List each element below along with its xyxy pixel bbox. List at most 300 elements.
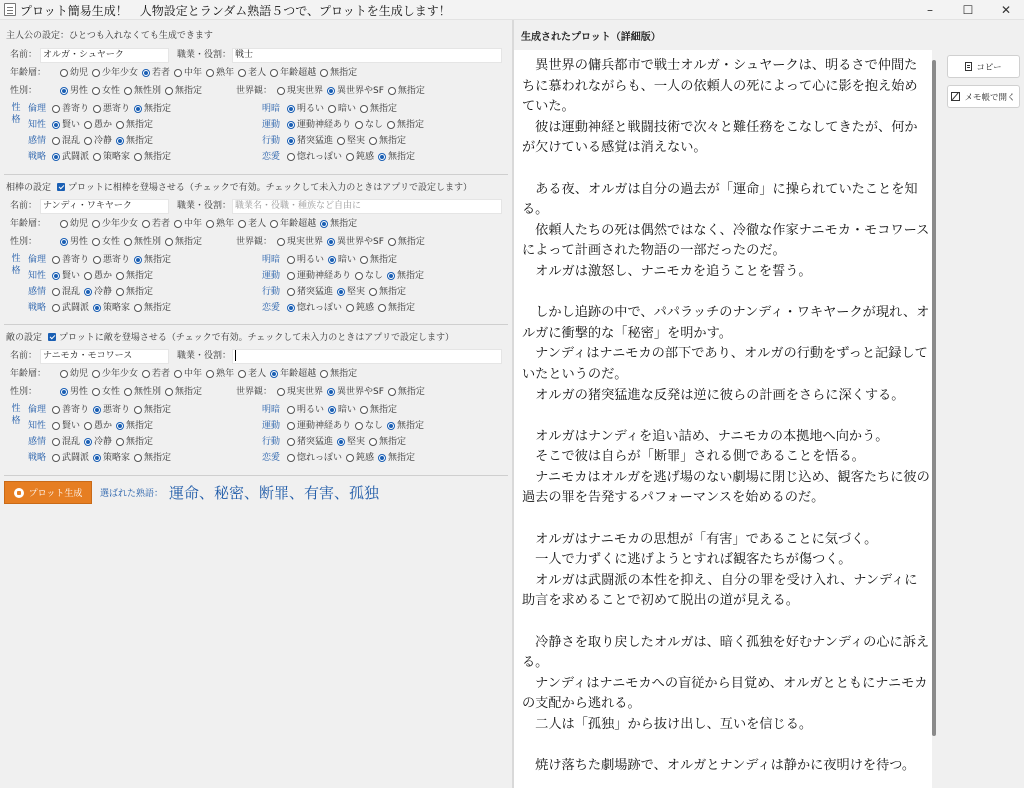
radio-button[interactable]	[287, 153, 295, 161]
partner-enable-checkbox[interactable]	[57, 183, 65, 191]
partner-senryaku-option[interactable]	[93, 301, 130, 315]
trait-label: 戦略	[28, 453, 47, 463]
radio-label: 善寄り	[62, 405, 90, 415]
radio-label: 幼児	[70, 369, 89, 379]
enemy-age-option[interactable]	[206, 367, 234, 381]
enemy-kodo-option[interactable]	[337, 435, 365, 449]
protagonist-chisei-option[interactable]	[84, 118, 112, 132]
radio-button[interactable]	[134, 105, 142, 113]
close-button[interactable]: ✕	[1000, 3, 1012, 17]
enemy-undo-option[interactable]	[355, 419, 383, 433]
radio-button[interactable]	[328, 256, 336, 264]
partner-rinri-option[interactable]	[93, 253, 130, 267]
generate-plot-button[interactable]: プロット生成	[4, 481, 92, 504]
radio-button[interactable]	[287, 406, 295, 414]
radio-button[interactable]	[52, 288, 60, 296]
protagonist-meian-option[interactable]	[328, 102, 356, 116]
name-label: 名前：	[10, 201, 38, 211]
radio-button[interactable]	[52, 137, 60, 145]
trait-label: 運動	[262, 120, 281, 130]
partner-senryaku-option[interactable]	[134, 301, 171, 315]
minimize-button[interactable]: –	[927, 3, 933, 17]
partner-age-option[interactable]	[174, 217, 202, 231]
age-label: 年齢層：	[10, 369, 47, 379]
radio-label: 無指定	[126, 120, 154, 130]
partner-age-option[interactable]	[142, 217, 170, 231]
copy-button[interactable]: コピー	[947, 55, 1020, 78]
radio-label: 愚か	[94, 120, 113, 130]
protagonist-kanjo-option[interactable]	[84, 134, 112, 148]
radio-label: 少年少女	[102, 219, 139, 229]
enemy-age-option[interactable]	[142, 367, 170, 381]
partner-kanjo-option[interactable]	[52, 285, 80, 299]
radio-button[interactable]	[84, 288, 92, 296]
protagonist-renai-option[interactable]	[346, 150, 374, 164]
radio-button[interactable]	[165, 388, 173, 396]
radio-button[interactable]	[355, 121, 363, 129]
plot-paragraph	[522, 509, 930, 530]
partner-senryaku-option[interactable]	[52, 301, 89, 315]
radio-label: 悪寄り	[103, 405, 131, 415]
protagonist-age-option[interactable]	[320, 66, 357, 80]
enemy-world-option[interactable]	[277, 385, 323, 399]
radio-button[interactable]	[93, 153, 101, 161]
radio-label: 無指定	[388, 303, 416, 313]
protagonist-renai-radio-group	[287, 150, 415, 164]
enemy-chisei-option[interactable]	[84, 419, 112, 433]
radio-button[interactable]	[165, 238, 173, 246]
enemy-renai-option[interactable]	[287, 451, 342, 465]
radio-button[interactable]	[287, 304, 295, 312]
radio-button[interactable]	[378, 304, 386, 312]
plot-textbox[interactable]	[514, 50, 932, 788]
radio-button[interactable]	[124, 87, 132, 95]
protagonist-age-option[interactable]	[206, 66, 234, 80]
partner-undo-option[interactable]	[387, 269, 424, 283]
radio-button[interactable]	[360, 256, 368, 264]
radio-button[interactable]	[134, 153, 142, 161]
partner-checkbox-label: プロットに相棒を登場させる（チェックで有効。チェックして未入力のときはアプリで設定します）	[68, 183, 472, 193]
trait-label: 恋愛	[262, 303, 281, 313]
radio-button[interactable]	[84, 438, 92, 446]
partner-world-option[interactable]	[327, 235, 384, 249]
enemy-renai-option[interactable]	[378, 451, 415, 465]
partner-rinri-option[interactable]	[52, 253, 89, 267]
radio-button[interactable]	[52, 422, 60, 430]
protagonist-age-option[interactable]	[174, 66, 202, 80]
radio-button[interactable]	[206, 69, 214, 77]
radio-button[interactable]	[277, 238, 285, 246]
enemy-gender-option[interactable]	[60, 385, 88, 399]
radio-button[interactable]	[320, 220, 328, 228]
radio-label: 無性別	[134, 387, 162, 397]
enemy-chisei-option[interactable]	[52, 419, 80, 433]
radio-label: 無性別	[134, 86, 162, 96]
radio-button[interactable]	[116, 288, 124, 296]
protagonist-age-option[interactable]	[270, 66, 316, 80]
radio-button[interactable]	[93, 406, 101, 414]
radio-label: 現実世界	[287, 387, 324, 397]
radio-label: 無指定	[330, 219, 358, 229]
protagonist-senryaku-radio-group	[52, 150, 171, 164]
radio-label: 猪突猛進	[297, 136, 334, 146]
protagonist-age-option[interactable]	[92, 66, 138, 80]
radio-button[interactable]	[60, 220, 68, 228]
open-notepad-button[interactable]: メモ帳で開く	[947, 85, 1020, 108]
radio-label: 無指定	[126, 421, 154, 431]
radio-button[interactable]	[360, 105, 368, 113]
partner-meian-option[interactable]	[360, 253, 397, 267]
enemy-age-option[interactable]	[60, 367, 88, 381]
radio-button[interactable]	[92, 87, 100, 95]
trait-label: 戦略	[28, 303, 47, 313]
radio-button[interactable]	[60, 388, 68, 396]
radio-label: 無指定	[144, 104, 172, 114]
protagonist-rinri-option[interactable]	[134, 102, 171, 116]
enemy-enable-checkbox[interactable]	[48, 333, 56, 341]
plot-paragraph: 異世界の傭兵都市で戦士オルガ・シュヤークは、明るさで仲間たちに慕われながらも、一人の依頼人の死によって心に影を抱え始めていた。	[522, 58, 918, 115]
radio-button[interactable]	[116, 272, 124, 280]
radio-button[interactable]	[387, 422, 395, 430]
partner-kanjo-option[interactable]	[84, 285, 112, 299]
radio-button[interactable]	[52, 121, 60, 129]
radio-button[interactable]	[287, 438, 295, 446]
radio-button[interactable]	[287, 256, 295, 264]
protagonist-gender-option[interactable]	[124, 84, 161, 98]
protagonist-senryaku-option[interactable]	[52, 150, 89, 164]
partner-job-input[interactable]: 職業名・役職・種族など自由に	[232, 199, 502, 214]
radio-button[interactable]	[116, 121, 124, 129]
radio-button[interactable]	[52, 438, 60, 446]
radio-button[interactable]	[52, 105, 60, 113]
enemy-rinri-option[interactable]	[134, 403, 171, 417]
radio-label: 明るい	[297, 405, 325, 415]
radio-button[interactable]	[142, 220, 150, 228]
protagonist-gender-option[interactable]	[92, 84, 120, 98]
enemy-gender-option[interactable]	[124, 385, 161, 399]
radio-label: 冷静	[94, 136, 113, 146]
radio-button[interactable]	[287, 137, 295, 145]
radio-button[interactable]	[388, 87, 396, 95]
plot-paragraph: 焼け落ちた劇場跡で、オルガとナンディは静かに夜明けを待つ。	[522, 758, 916, 774]
partner-gender-option[interactable]	[124, 235, 161, 249]
protagonist-kodo-option[interactable]	[337, 134, 365, 148]
radio-button[interactable]	[270, 220, 278, 228]
protagonist-gender-option[interactable]	[165, 84, 202, 98]
protagonist-world-option[interactable]	[327, 84, 384, 98]
protagonist-meian-option[interactable]	[360, 102, 397, 116]
protagonist-kanjo-option[interactable]	[116, 134, 153, 148]
radio-button[interactable]	[328, 105, 336, 113]
radio-label: 無指定	[144, 152, 172, 162]
radio-button[interactable]	[134, 304, 142, 312]
protagonist-rinri-option[interactable]	[52, 102, 89, 116]
radio-button[interactable]	[142, 370, 150, 378]
radio-button[interactable]	[327, 238, 335, 246]
enemy-rinri-option[interactable]	[52, 403, 89, 417]
radio-label: 暗い	[338, 104, 357, 114]
protagonist-renai-option[interactable]	[378, 150, 415, 164]
enemy-senryaku-option[interactable]	[52, 451, 89, 465]
protagonist-job-input[interactable]: 戦士	[232, 48, 502, 63]
radio-button[interactable]	[346, 304, 354, 312]
enemy-senryaku-option[interactable]	[93, 451, 130, 465]
trait-label: 倫理	[28, 104, 47, 114]
radio-button[interactable]	[52, 406, 60, 414]
radio-button[interactable]	[388, 238, 396, 246]
radio-label: 年齢超越	[280, 68, 317, 78]
partner-age-option[interactable]	[238, 217, 266, 231]
partner-renai-option[interactable]	[346, 301, 374, 315]
enemy-world-option[interactable]	[327, 385, 384, 399]
protagonist-senryaku-option[interactable]	[93, 150, 130, 164]
radio-button[interactable]	[388, 388, 396, 396]
enemy-senryaku-option[interactable]	[134, 451, 171, 465]
partner-undo-option[interactable]	[287, 269, 351, 283]
protagonist-age-option[interactable]	[142, 66, 170, 80]
radio-button[interactable]	[165, 87, 173, 95]
radio-button[interactable]	[142, 69, 150, 77]
partner-kanjo-option[interactable]	[116, 285, 153, 299]
radio-button[interactable]	[369, 438, 377, 446]
radio-button[interactable]	[174, 220, 182, 228]
radio-button[interactable]	[60, 87, 68, 95]
partner-meian-option[interactable]	[287, 253, 324, 267]
partner-gender-option[interactable]	[92, 235, 120, 249]
partner-meian-option[interactable]	[328, 253, 356, 267]
radio-button[interactable]	[52, 454, 60, 462]
protagonist-meian-option[interactable]	[287, 102, 324, 116]
radio-button[interactable]	[116, 438, 124, 446]
partner-name-input[interactable]: ナンディ・ワキヤーク	[40, 199, 169, 214]
protagonist-world-radio-group	[277, 84, 425, 98]
radio-button[interactable]	[93, 256, 101, 264]
radio-button[interactable]	[238, 370, 246, 378]
radio-button[interactable]	[387, 121, 395, 129]
radio-button[interactable]	[52, 272, 60, 280]
partner-age-option[interactable]	[270, 217, 316, 231]
partner-age-option[interactable]	[320, 217, 357, 231]
radio-label: 男性	[70, 86, 89, 96]
enemy-age-option[interactable]	[270, 367, 316, 381]
radio-button[interactable]	[378, 153, 386, 161]
radio-button[interactable]	[93, 304, 101, 312]
enemy-world-option[interactable]	[388, 385, 425, 399]
radio-button[interactable]	[320, 69, 328, 77]
radio-button[interactable]	[124, 388, 132, 396]
radio-button[interactable]	[337, 288, 345, 296]
radio-button[interactable]	[124, 238, 132, 246]
radio-button[interactable]	[277, 87, 285, 95]
partner-rinri-option[interactable]	[134, 253, 171, 267]
enemy-kanjo-option[interactable]	[52, 435, 80, 449]
radio-button[interactable]	[134, 406, 142, 414]
partner-chisei-option[interactable]	[84, 269, 112, 283]
enemy-age-option[interactable]	[92, 367, 138, 381]
radio-button[interactable]	[287, 121, 295, 129]
enemy-rinri-option[interactable]	[93, 403, 130, 417]
radio-button[interactable]	[287, 454, 295, 462]
enemy-kanjo-option[interactable]	[116, 435, 153, 449]
protagonist-undo-option[interactable]	[355, 118, 383, 132]
radio-button[interactable]	[378, 454, 386, 462]
radio-label: 若者	[152, 369, 171, 379]
maximize-button[interactable]: ☐	[962, 3, 974, 17]
protagonist-renai-option[interactable]	[287, 150, 342, 164]
radio-button[interactable]	[238, 69, 246, 77]
radio-button[interactable]	[92, 69, 100, 77]
radio-button[interactable]	[206, 220, 214, 228]
radio-button[interactable]	[369, 288, 377, 296]
enemy-chisei-option[interactable]	[116, 419, 153, 433]
partner-chisei-radio-group	[52, 269, 153, 283]
radio-button[interactable]	[134, 256, 142, 264]
partner-age-option[interactable]	[92, 217, 138, 231]
protagonist-age-option[interactable]	[238, 66, 266, 80]
partner-gender-option[interactable]	[60, 235, 88, 249]
partner-world-option[interactable]	[388, 235, 425, 249]
enemy-meian-option[interactable]	[328, 403, 356, 417]
protagonist-name-input[interactable]: オルガ・シュヤーク	[40, 48, 169, 63]
radio-label: 堅実	[347, 136, 366, 146]
protagonist-kodo-option[interactable]	[369, 134, 406, 148]
partner-renai-option[interactable]	[287, 301, 342, 315]
radio-button[interactable]	[355, 272, 363, 280]
radio-button[interactable]	[92, 238, 100, 246]
radio-button[interactable]	[320, 370, 328, 378]
enemy-kanjo-option[interactable]	[84, 435, 112, 449]
radio-button[interactable]	[346, 153, 354, 161]
settings-panel	[0, 20, 512, 788]
radio-button[interactable]	[387, 272, 395, 280]
gender-label: 性別：	[10, 86, 38, 96]
radio-button[interactable]	[174, 69, 182, 77]
partner-age-option[interactable]	[206, 217, 234, 231]
radio-button[interactable]	[52, 256, 60, 264]
radio-button[interactable]	[206, 370, 214, 378]
plot-scrollbar[interactable]	[932, 60, 936, 736]
radio-button[interactable]	[327, 388, 335, 396]
radio-button[interactable]	[93, 105, 101, 113]
radio-button[interactable]	[60, 69, 68, 77]
protagonist-age-option[interactable]	[60, 66, 88, 80]
enemy-kodo-option[interactable]	[369, 435, 406, 449]
radio-button[interactable]	[93, 454, 101, 462]
radio-button[interactable]	[327, 87, 335, 95]
radio-button[interactable]	[52, 153, 60, 161]
radio-button[interactable]	[270, 370, 278, 378]
radio-button[interactable]	[60, 370, 68, 378]
protagonist-gender-option[interactable]	[60, 84, 88, 98]
radio-button[interactable]	[369, 137, 377, 145]
partner-chisei-option[interactable]	[52, 269, 80, 283]
enemy-gender-option[interactable]	[92, 385, 120, 399]
enemy-undo-option[interactable]	[387, 419, 424, 433]
protagonist-chisei-option[interactable]	[116, 118, 153, 132]
radio-button[interactable]	[116, 422, 124, 430]
radio-button[interactable]	[360, 406, 368, 414]
enemy-gender-option[interactable]	[165, 385, 202, 399]
radio-button[interactable]	[92, 220, 100, 228]
plot-paragraph: 彼は運動神経と戦闘技術で次々と難任務をこなしてきたが、何かが欠けている感覚は消えない。	[522, 119, 918, 156]
protagonist-rinri-option[interactable]	[93, 102, 130, 116]
enemy-age-option[interactable]	[320, 367, 357, 381]
protagonist-world-option[interactable]	[388, 84, 425, 98]
radio-label: 混乱	[62, 136, 81, 146]
radio-button[interactable]	[84, 272, 92, 280]
radio-button[interactable]	[174, 370, 182, 378]
partner-kodo-option[interactable]	[287, 285, 333, 299]
radio-button[interactable]	[287, 272, 295, 280]
enemy-age-option[interactable]	[174, 367, 202, 381]
radio-label: 運動神経あり	[297, 271, 352, 281]
radio-button[interactable]	[84, 121, 92, 129]
enemy-meian-option[interactable]	[287, 403, 324, 417]
enemy-undo-option[interactable]	[287, 419, 351, 433]
partner-renai-option[interactable]	[378, 301, 415, 315]
enemy-kanjo-radio-group	[52, 435, 153, 449]
protagonist-undo-option[interactable]	[287, 118, 351, 132]
radio-button[interactable]	[287, 288, 295, 296]
protagonist-chisei-option[interactable]	[52, 118, 80, 132]
radio-button[interactable]	[346, 454, 354, 462]
radio-button[interactable]	[134, 454, 142, 462]
partner-age-option[interactable]	[60, 217, 88, 231]
partner-kodo-option[interactable]	[337, 285, 365, 299]
radio-label: 異世界やSF	[337, 387, 384, 397]
radio-button[interactable]	[116, 137, 124, 145]
enemy-renai-option[interactable]	[346, 451, 374, 465]
protagonist-world-option[interactable]	[277, 84, 323, 98]
radio-button[interactable]	[84, 422, 92, 430]
protagonist-kanjo-option[interactable]	[52, 134, 80, 148]
radio-button[interactable]	[60, 238, 68, 246]
radio-button[interactable]	[92, 370, 100, 378]
partner-kodo-option[interactable]	[369, 285, 406, 299]
protagonist-senryaku-option[interactable]	[134, 150, 171, 164]
partner-gender-option[interactable]	[165, 235, 202, 249]
protagonist-kodo-option[interactable]	[287, 134, 333, 148]
radio-button[interactable]	[84, 137, 92, 145]
protagonist-undo-radio-group	[287, 118, 424, 132]
radio-button[interactable]	[270, 69, 278, 77]
enemy-meian-option[interactable]	[360, 403, 397, 417]
radio-button[interactable]	[337, 137, 345, 145]
enemy-age-option[interactable]	[238, 367, 266, 381]
radio-button[interactable]	[238, 220, 246, 228]
radio-button[interactable]	[337, 438, 345, 446]
radio-button[interactable]	[287, 105, 295, 113]
plot-paragraph: オルガは激怒し、ナニモカを追うことを誓う。	[522, 263, 812, 279]
partner-world-option[interactable]	[277, 235, 323, 249]
partner-chisei-option[interactable]	[116, 269, 153, 283]
radio-button[interactable]	[355, 422, 363, 430]
plot-paragraph: ある夜、オルガは自分の過去が「運命」に操られていたことを知る。	[522, 181, 918, 218]
trait-label: 倫理	[28, 255, 47, 265]
partner-undo-option[interactable]	[355, 269, 383, 283]
enemy-name-input[interactable]: ナニモカ・モコワース	[40, 349, 169, 364]
radio-button[interactable]	[52, 304, 60, 312]
enemy-job-input[interactable]	[232, 349, 502, 364]
enemy-kodo-option[interactable]	[287, 435, 333, 449]
radio-button[interactable]	[328, 406, 336, 414]
protagonist-undo-option[interactable]	[387, 118, 424, 132]
partner-age-radio-group	[60, 217, 357, 231]
radio-button[interactable]	[287, 422, 295, 430]
radio-button[interactable]	[277, 388, 285, 396]
radio-label: 惚れっぽい	[297, 152, 343, 162]
radio-button[interactable]	[92, 388, 100, 396]
